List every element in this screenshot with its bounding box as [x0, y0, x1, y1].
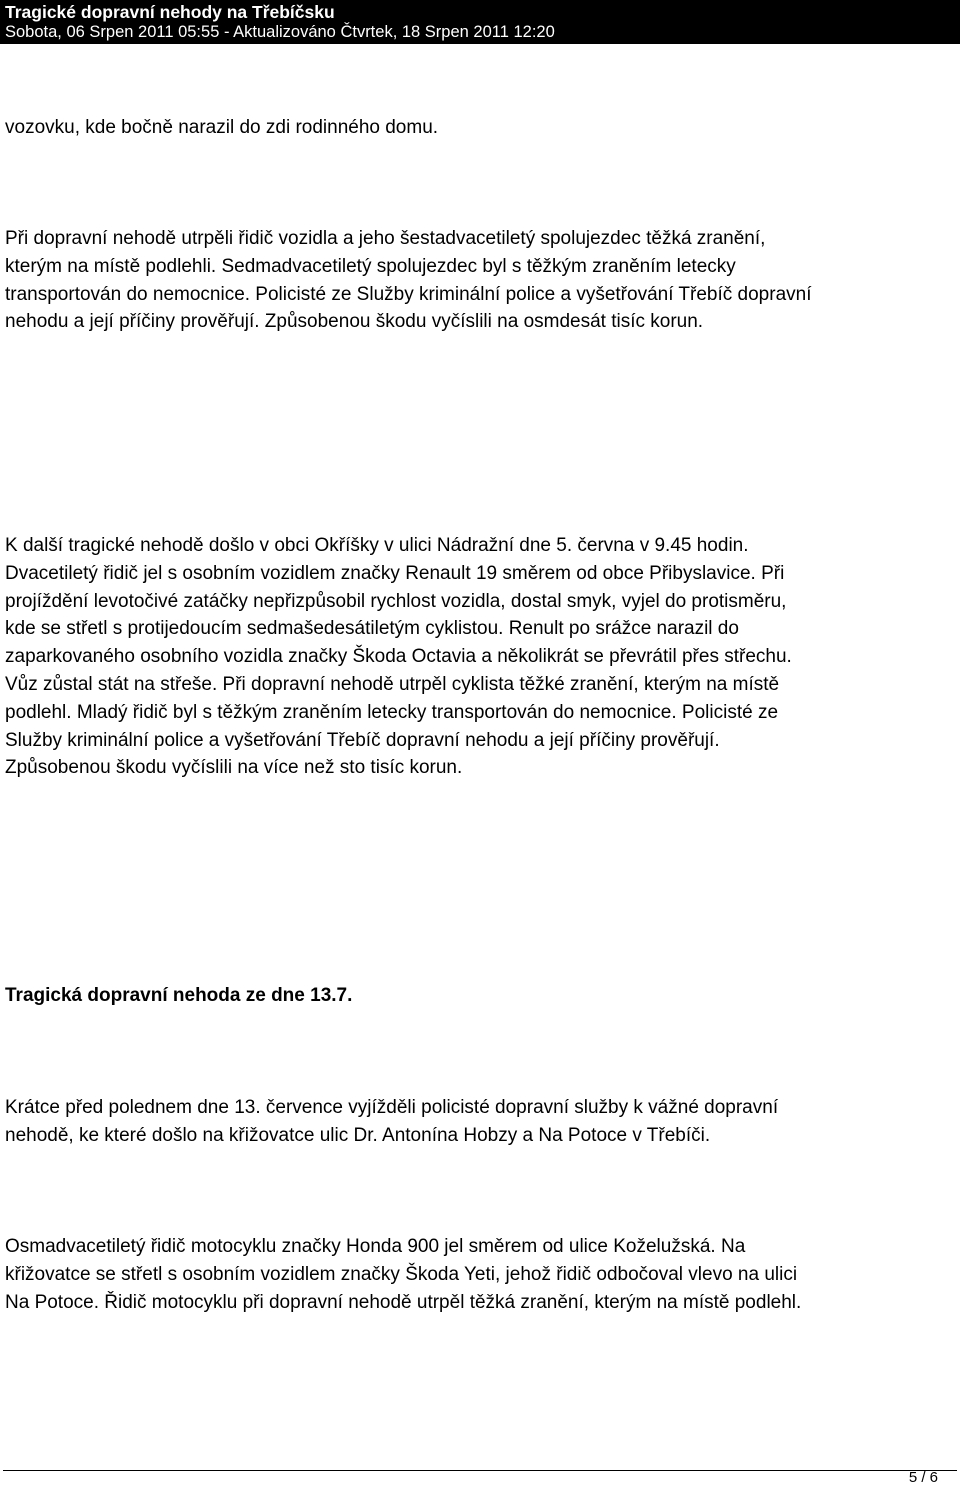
paragraph-2: [5, 225, 957, 336]
paragraph-5: [5, 1233, 957, 1316]
paragraph-line: transportován do nemocnice. Policisté ze Služby kriminální police a vyšetřování Třebíč dopravní: [5, 283, 812, 305]
paragraph-line: Dvacetiletý řidič jel s osobním vozidlem značky Renault 19 směrem od obce Přibyslavice. Při: [5, 562, 785, 584]
paragraph-line: Při dopravní nehodě utrpěli řidič vozidla a jeho šestadvacetiletý spolujezdec těžká zranění,: [5, 228, 766, 249]
paragraph-line: Služby kriminální police a vyšetřování Třebíč dopravní nehodu a její příčiny prověřují.: [5, 729, 720, 751]
article-dates: Sobota, 06 Srpen 2011 05:55 - Aktualizováno Čtvrtek, 18 Srpen 2011 12:20: [5, 23, 555, 41]
paragraph-line: kde se střetl s protijedoucím sedmašedesátiletým cyklistou. Renult po srážce narazil do: [5, 618, 739, 640]
article-title: Tragické dopravní nehody na Třebíčsku: [5, 2, 335, 22]
footer-divider: [3, 1470, 957, 1471]
paragraph-line: projíždění levotočivé zatáčky nepřizpůsobil rychlost vozidla, dostal smyk, vyjel do protisměru,: [5, 590, 787, 612]
paragraph-line: nehodě, ke které došlo na křižovatce ulic Dr. Antonína Hobzy a Na Potoce v Třebíči.: [5, 1124, 711, 1146]
paragraph-line: Krátce před polednem dne 13. července vyjížděli policisté dopravní služby k vážné dopravní: [5, 1097, 779, 1118]
page-number: 5 / 6: [908, 1469, 938, 1486]
paragraph-line: Způsobenou škodu vyčíslili na více než sto tisíc korun.: [5, 757, 463, 779]
paragraph-line: křižovatce se střetl s osobním vozidlem značky Škoda Yeti, jehož řidič odbočoval vlevo na ulici: [5, 1263, 798, 1285]
paragraph-line: nehodu a její příčiny prověřují. Způsobenou škodu vyčíslili na osmdesát tisíc korun.: [5, 311, 704, 333]
page-header: [0, 0, 960, 44]
paragraph-line: podlehl. Mladý řidič byl s těžkým zraněním letecky transportován do nemocnice. Policisté ze: [5, 701, 779, 723]
paragraph-3: [5, 532, 957, 782]
paragraph-4: [5, 1094, 957, 1150]
paragraph-1: [5, 114, 957, 142]
paragraph-line: vozovku, kde bočně narazil do zdi rodinného domu.: [5, 117, 439, 138]
paragraph-line: kterým na místě podlehli. Sedmadvacetiletý spolujezdec byl s těžkým zraněním letecky: [5, 255, 736, 277]
paragraph-line: zaparkovaného osobního vozidla značky Škoda Octavia a několikrát se převrátil přes střechu.: [5, 646, 792, 668]
paragraph-line: Vůz zůstal stát na střeše. Při dopravní nehodě utrpěl cyklista těžké zranění, kterým na místě: [5, 673, 780, 695]
paragraph-line: K další tragické nehodě došlo v obci Okříšky v ulici Nádražní dne 5. června v 9.45 hodin.: [5, 535, 749, 556]
section-heading: Tragická dopravní nehoda ze dne 13.7.: [5, 985, 353, 1006]
paragraph-line: Na Potoce. Řidič motocyklu při dopravní nehodě utrpěl těžká zranění, kterým na místě podlehl.: [5, 1291, 802, 1313]
paragraph-line: Osmadvacetiletý řidič motocyklu značky Honda 900 jel směrem od ulice Koželužská. Na: [5, 1236, 746, 1257]
